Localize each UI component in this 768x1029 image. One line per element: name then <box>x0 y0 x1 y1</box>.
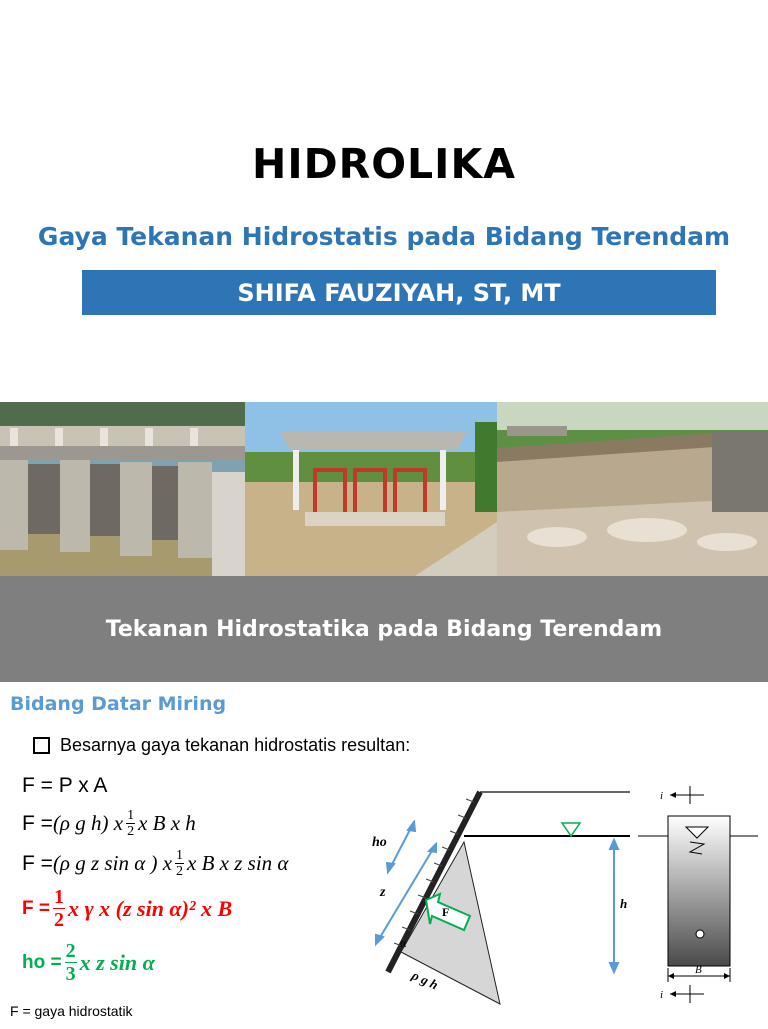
plate-cross-section <box>668 816 730 966</box>
equation-1 <box>22 774 107 798</box>
equation-5 <box>22 940 155 985</box>
fraction-denominator: 2 <box>176 864 184 879</box>
equation-4-part-b: x γ x (z sin α)² x B <box>67 895 233 921</box>
label-z: z <box>380 885 386 900</box>
equation-5-part-b: x z sin α <box>79 949 155 975</box>
checkbox-bullet-icon <box>33 737 50 754</box>
slide-title: HIDROLIKA <box>252 140 516 188</box>
equation-4-lhs: F = <box>22 897 50 919</box>
equation-3-lhs: F = <box>22 851 53 875</box>
label-h: h <box>620 896 628 911</box>
author-bar <box>82 270 716 315</box>
equation-2-part-b: x B x h <box>138 811 196 835</box>
equation-1-text: F = P x A <box>22 774 108 797</box>
section-heading: Bidang Datar Miring <box>10 693 227 715</box>
equation-3-part-b: x B x z sin α <box>187 851 289 875</box>
label-force: F <box>442 905 450 919</box>
banner-text: Tekanan Hidrostatika pada Bidang Terendam <box>105 616 663 642</box>
photo-sluice-gate <box>0 402 245 576</box>
equation-2-part-a: (ρ g h) x <box>52 811 124 835</box>
equation-4-fraction <box>53 886 65 931</box>
equation-2-fraction <box>126 808 135 839</box>
fraction-denominator: 3 <box>65 963 76 985</box>
hydrostatic-diagram <box>368 782 768 1024</box>
label-ho: ho <box>372 835 387 850</box>
equation-4 <box>22 886 232 931</box>
bullet-item <box>33 735 410 756</box>
footnote: F = gaya hidrostatik <box>10 1003 133 1019</box>
water-level-icon <box>562 823 580 836</box>
equation-3-part-a: (ρ g z sin α ) x <box>52 851 173 875</box>
equation-2-lhs: F = <box>22 811 53 835</box>
label-b: B <box>695 964 702 976</box>
fraction-numerator: 1 <box>53 886 64 908</box>
section-banner <box>0 576 768 682</box>
equation-3-fraction <box>175 848 184 879</box>
fraction-numerator: 1 <box>127 808 135 823</box>
fraction-numerator: 1 <box>176 848 184 863</box>
photo-gate-shelter <box>245 402 497 576</box>
label-i-top: i <box>660 790 664 802</box>
equation-5-fraction <box>65 940 77 985</box>
photo-weir-waterfall <box>497 402 768 576</box>
fraction-numerator: 2 <box>65 940 76 962</box>
bullet-text: Besarnya gaya tekanan hidrostatis resultan: <box>60 735 411 755</box>
label-alpha: α <box>400 936 407 950</box>
author-name: SHIFA FAUZIYAH, ST, MT <box>237 278 561 307</box>
label-i-bottom: i <box>660 989 664 1001</box>
fraction-denominator: 2 <box>127 824 135 839</box>
label-rho-g-h: ρ g h <box>409 967 441 993</box>
equation-3 <box>22 848 288 879</box>
fraction-denominator: 2 <box>53 909 64 931</box>
centroid-point <box>696 930 704 938</box>
equation-5-lhs: ho = <box>22 951 62 973</box>
slide-subtitle: Gaya Tekanan Hidrostatis pada Bidang Terendam <box>37 222 731 251</box>
equation-2 <box>22 808 196 839</box>
